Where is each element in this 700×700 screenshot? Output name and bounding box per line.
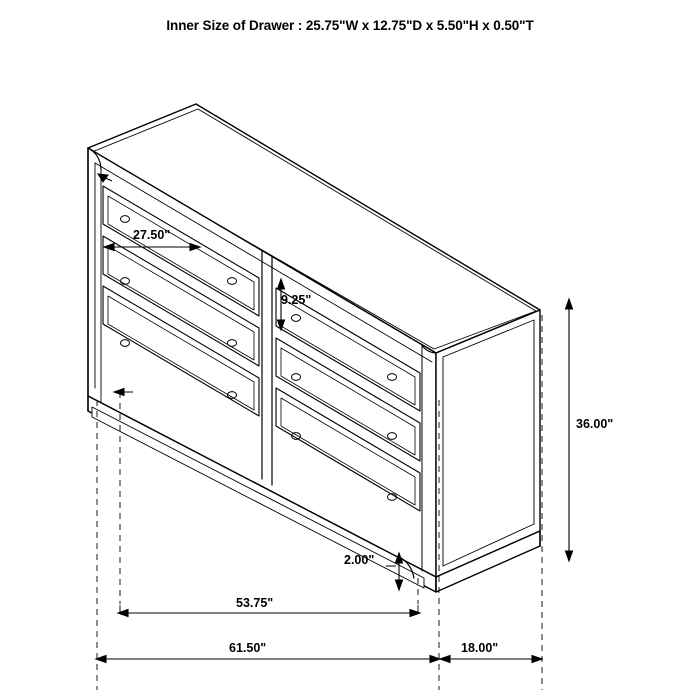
dim-overall-height: 36.00"	[576, 417, 614, 431]
dim-total-width: 61.50"	[229, 641, 267, 655]
dim-depth: 18.00"	[461, 641, 499, 655]
dim-base-height: 2.00"	[344, 553, 375, 567]
page-title: Inner Size of Drawer : 25.75"W x 12.75"D x 5.50"H x 0.50"T	[166, 18, 534, 33]
dim-drawer-height: 9.25"	[281, 293, 312, 307]
dim-drawer-width: 27.50"	[133, 228, 171, 242]
dim-front-width: 53.75"	[236, 596, 274, 610]
